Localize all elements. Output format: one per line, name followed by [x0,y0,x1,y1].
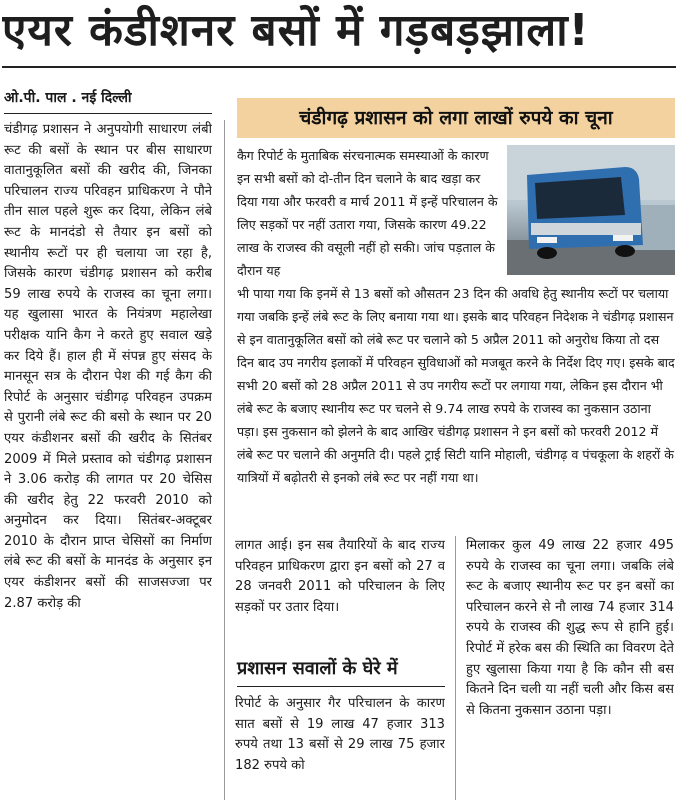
article-column-2: लागत आई। इन सब तैयारियों के बाद राज्य परिवहन प्राधिकरण द्वारा इन बसों को 27 व 28 जनवरी 2011 को परिचालन के लिए सड़कों पर उतार दिया। [235,538,445,615]
lead-paragraph: कैग रिपोर्ट के मुताबिक संरचनात्मक समस्याओं के कारण इन सभी बसों को दो-तीन दिन चलाने के बाद खड़ा कर दिया गया और फरवरी व मार्च 2011 में इन्हें परिचालन के लिए सड़कों पर नहीं उतारा गया, जिसके कारण 49.22 लाख के राजस्व की वसूली नहीं हो सकी। जांच पड़ताल के दौरान यह [237,148,498,278]
article-column-1: चंडीगढ़ प्रशासन ने अनुपयोगी साधारण लंबी रूट की बसों के स्थान पर बीस साधारण वातानुकूलित बसों की खरीद की, जिनका परिचालन राज्य परिवहन प्राधिकरण ने पौने तीन साल पहले शुरू कर दिया, लेकिन लंबे रूट के मानदंडो से तैयार इन बसों को स्थानीय रूटों पर ही चलाया जा रहा है, जिसके कारण चंडीगढ़ प्रशासन को करीब 59 लाख रुपये के राजस्व का चूना लगा। यह खुलासा भारत के नियंत्रण महालेखा परीक्षक यानि कैग ने करते हुए सवाल खड़े कर दिये हैं। हाल ही में संपन्न हुए संसद के मानसून सत्र के दौरान पेश की गई कैग की रिपोर्ट के अनुसार चंडीगढ़ परिवहन उपक्रम से पुरानी लंबे रूट की बसो के स्थान पर 20 एयर कंडीशनर बसों की खरीद के सितंबर 2009 में मिले प्रस्ताव को चंडीगढ़ प्रशासन ने 3.06 करोड़ की लागत पर 20 चेसिस की खरीद हेतु 22 फरवरी 2010 को अनुमोदन कर दिया। सितंबर-अक्टूबर 2010 के दौरान प्राप्त चेसिसों का निर्माण लंबे रूट की बसों के मानदंड के अनुसार इन एयर कंडीशनर बसों की साजसज्जा पर 2.87 करोड़ की [4,122,212,611]
subheadline: चंडीगढ़ प्रशासन को लगा लाखों रुपये का चूना [299,107,613,129]
side-heading-rule [237,686,445,687]
headline: एयर कंडीशनर बसों में गड़बड़झाला! [2,5,590,56]
lead-paragraph-continued: भी पाया गया कि इनमें से 13 बसों को औसतन 23 दिन की अवधि हेतु स्थानीय रूटों पर चलाया गया जबकि इन्हें लंबे रूट के लिए बनाया गया था। इसके बाद परिवहन निदेशक ने चंडीगढ़ प्रशासन से इन वातानुकूलित बसों को लंबे रूट पर चलाने को 5 अप्रैल 2011 को अनुरोध किया तो दस दिन बाद उप नगरीय इलाकों में परिवहन सुविधाओं को मजबूत करने के निर्देश दिए गए। इसके बाद सभी 20 बसों को 28 अप्रैल 2011 से उप नगरीय रूटों पर लगाया गया, लेकिन इस दौरान भी लंबे रूट के बजाए स्थानीय रूट पर चलने से 9.74 लाख रुपये के राजस्व का नुकसान उठाना पड़ा। इस नुकसान को झेलने के बाद आखिर चंडीगढ़ प्रशासन ने इन बसों को फरवरी 2012 में लंबे रूट पर चलाने की अनुमति दी। पहले ट्राई सिटी यानि मोहाली, चंडीगढ़ व पंचकूला के शहरों के यात्रियों में बढ़ोतरी से इनको लंबे रूट पर नहीं गया था। [237,286,675,485]
bus-photo [507,145,675,275]
column-divider [455,536,456,800]
article-column-3: मिलाकर कुल 49 लाख 22 हजार 495 रुपये के राजस्व का चूना लगा। जबकि लंबे रूट के बजाए स्थानीय रूट पर इन बसों का परिचालन करने से नौ लाख 74 हजार 314 रुपये के राजस्व की शुद्ध रूप से हानि हुई। रिपोर्ट में हरेक बस की स्थिति का विवरण देते हुए खुलासा किया गया है कि कौन सी बस कितने दिन चली या नहीं चली और किस बस से कितना नुकसान उठाना पड़ा। [466,538,674,718]
column-divider [224,120,225,800]
byline: ओ.पी. पाल . नई दिल्ली [4,90,132,106]
article-column-2-bottom: रिपोर्ट के अनुसार गैर परिचालन के कारण सात बसों से 19 लाख 47 हजार 313 रुपये तथा 13 बसों से 29 लाख 75 हजार 182 रुपये को [235,696,445,773]
headline-rule [2,66,676,68]
side-heading: प्रशासन सवालों के घेरे में [237,658,398,679]
byline-rule [4,113,212,114]
